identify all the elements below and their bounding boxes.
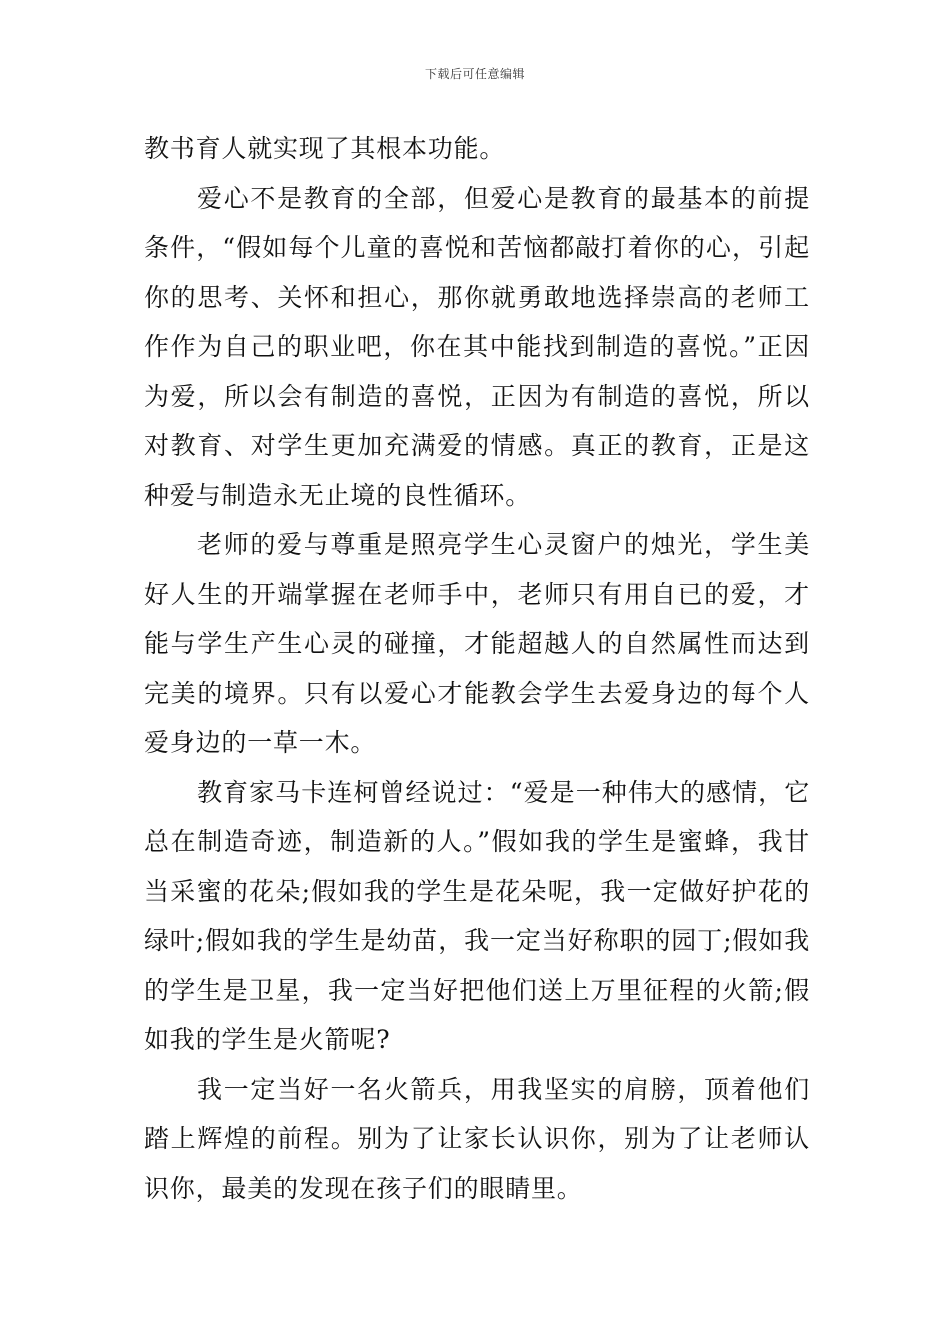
paragraph-love-premise: 爱心不是教育的全部，但爱心是教育的最基本的前提条件，“假如每个儿童的喜悦和苦恼都敲打着你的心，引起你的思考、关怀和担心，那你就勇敢地选择崇高的老师工作作为自己的职业吧，你在其中能找到制造的喜悦。”正因为爱，所以会有制造的喜悦，正因为有制造的喜悦，所以对教育、对学生更加充满爱的情感。真正的教育，正是这种爱与制造永无止境的良性循环。 (144, 183, 810, 510)
paragraph-makarenko-quote: 教育家马卡连柯曾经说过：“爱是一种伟大的感情，它总在制造奇迹，制造新的人。”假如我的学生是蜜蜂，我甘当采蜜的花朵;假如我的学生是花朵呢，我一定做好护花的绿叶;假如我的学生是幼苗，我一定当好称职的园丁;假如我的学生是卫星，我一定当好把他们送上万里征程的火箭;假如我的学生是火箭呢? (144, 777, 810, 1054)
document-body (144, 124, 810, 1213)
paragraph-continuation: 教书育人就实现了其根本功能。 (144, 134, 506, 163)
paragraph-rocket-soldier: 我一定当好一名火箭兵，用我坚实的肩膀，顶着他们踏上辉煌的前程。别为了让家长认识你，别为了让老师认识你，最美的发现在孩子们的眼睛里。 (144, 1074, 810, 1203)
page-header-note: 下载后可任意编辑 (424, 67, 525, 81)
paragraph-teacher-love: 老师的爱与尊重是照亮学生心灵窗户的烛光，学生美好人生的开端掌握在老师手中，老师只有用自已的爱，才能与学生产生心灵的碰撞，才能超越人的自然属性而达到完美的境界。只有以爱心才能教会学生去爱身边的每个人爱身边的一草一木。 (144, 530, 810, 757)
